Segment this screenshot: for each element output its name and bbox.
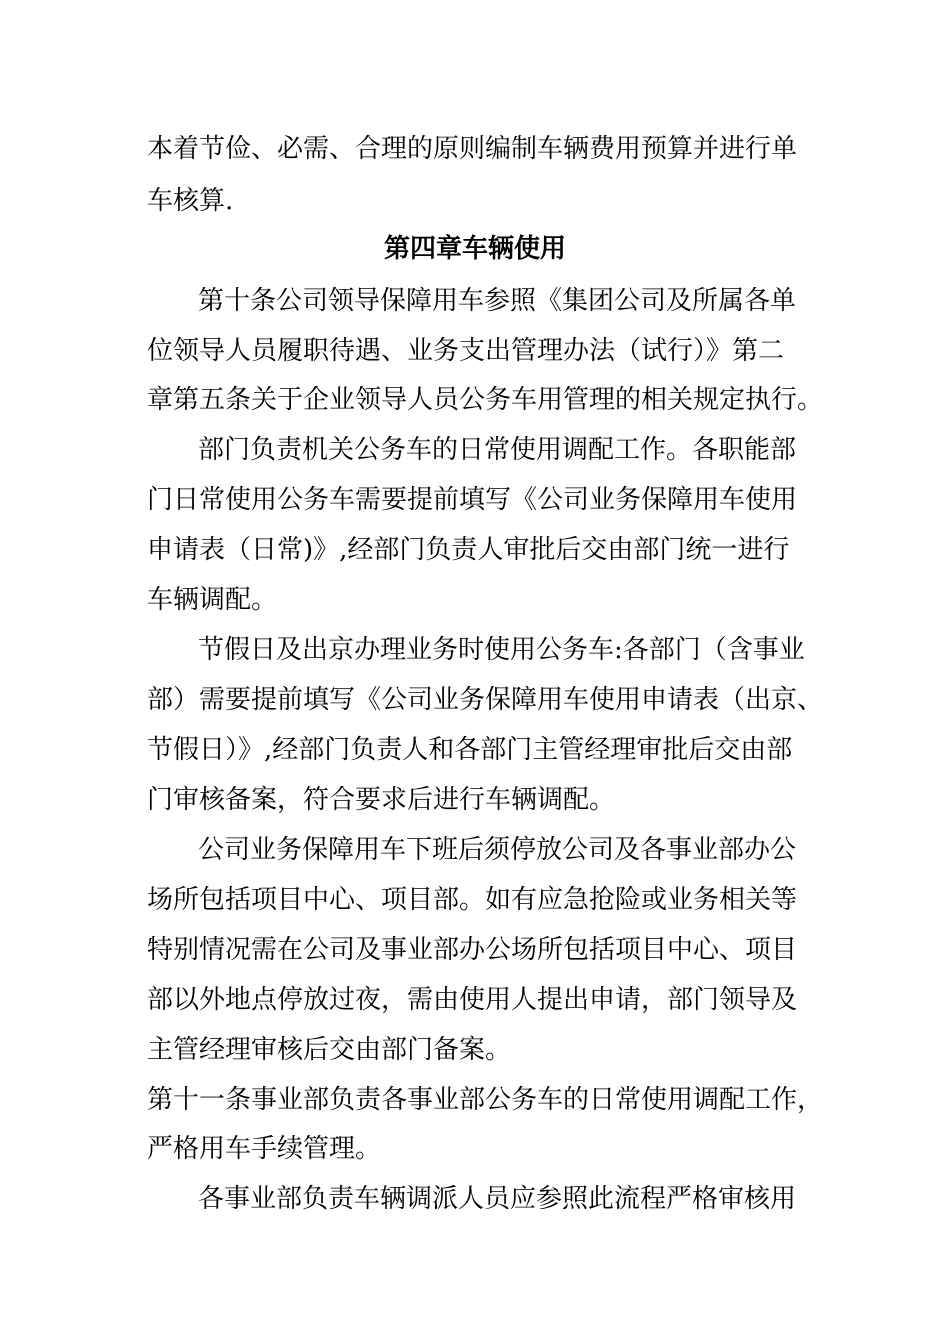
text-line: 门审核备案，符合要求后进行车辆调配。 [147, 785, 616, 815]
text-line: 位领导人员履职待遇、业务支出管理办法（试行）》第二 [147, 336, 785, 366]
text-line: 公司业务保障用车下班后须停放公司及各事业部办公 [198, 835, 797, 865]
text-line: 主管经理审核后交由部门备案。 [147, 1035, 512, 1065]
text-line: 第十条公司领导保障用车参照《集团公司及所属各单 [198, 286, 797, 316]
text-line: 部以外地点停放过夜，需由使用人提出申请，部门领导及 [147, 985, 798, 1015]
text-line: 各事业部负责车辆调派人员应参照此流程严格审核用 [198, 1184, 797, 1214]
text-line: 严格用车手续管理。 [147, 1134, 382, 1164]
text-line: 申请表（日常)》,经部门负责人审批后交由部门统一进行 [147, 535, 790, 565]
text-line: 部门负责机关公务车的日常使用调配工作。各职能部 [198, 435, 797, 465]
text-line: 车辆调配。 [147, 585, 278, 615]
chapter-heading: 第四章车辆使用 [383, 234, 566, 264]
text-line: 车核算. [147, 186, 234, 216]
text-line: 部）需要提前填写《公司业务保障用车使用申请表（出京、 [147, 685, 824, 715]
text-line: 节假日）》,经部门负责人和各部门主管经理审批后交由部 [147, 735, 793, 765]
text-line: 门日常使用公务车需要提前填写《公司业务保障用车使用 [147, 485, 798, 515]
text-line: 本着节俭、必需、合理的原则编制车辆费用预算并进行单 [147, 134, 798, 164]
text-line: 第十一条事业部负责各事业部公务车的日常使用调配工作， [147, 1085, 824, 1115]
text-line: 特别情况需在公司及事业部办公场所包括项目中心、项目 [147, 935, 798, 965]
text-line: 节假日及出京办理业务时使用公务车:各部门（含事业 [198, 635, 805, 665]
text-line: 场所包括项目中心、项目部。如有应急抢险或业务相关等 [147, 885, 798, 915]
text-line: 章第五条关于企业领导人员公务车用管理的相关规定执行。 [147, 385, 824, 415]
